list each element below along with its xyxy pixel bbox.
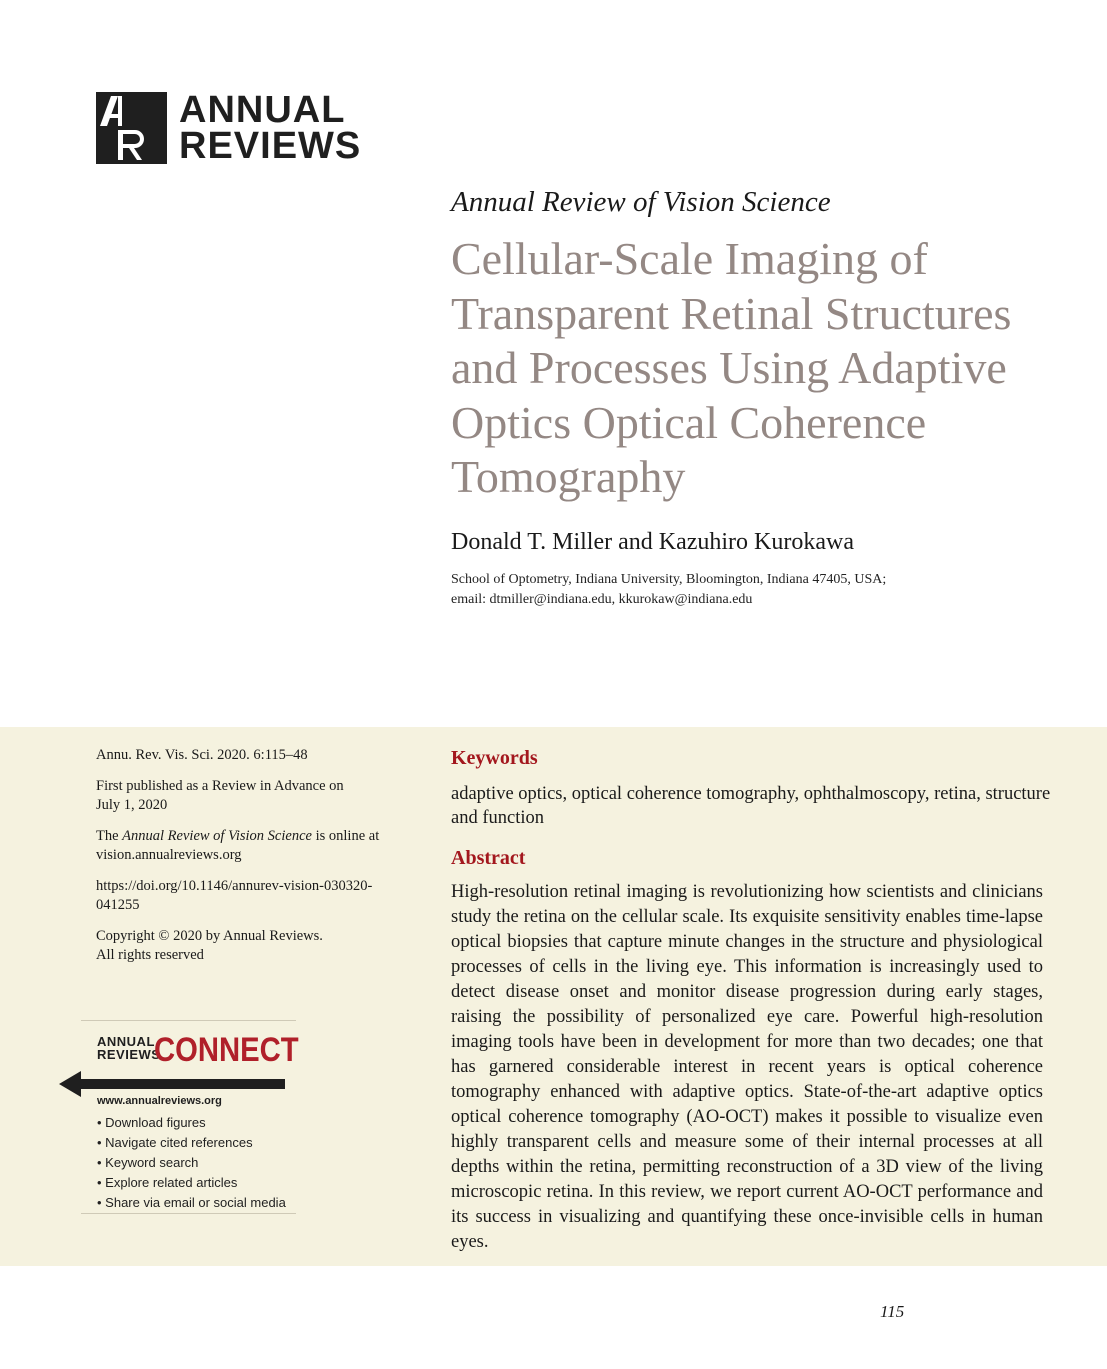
first-published-date: July 1, 2020 bbox=[96, 797, 168, 813]
abstract-heading: Abstract bbox=[451, 847, 526, 869]
affiliation bbox=[451, 570, 886, 610]
first-published bbox=[96, 777, 401, 815]
list-item: • Download figures bbox=[97, 1115, 206, 1130]
list-item: • Explore related articles bbox=[97, 1175, 238, 1190]
connect-small-reviews: REVIEWS bbox=[97, 1047, 161, 1062]
online-prefix: The bbox=[96, 828, 123, 844]
citation: Annu. Rev. Vis. Sci. 2020. 6:115–48 bbox=[96, 747, 308, 763]
authors: Donald T. Miller and Kazuhiro Kurokawa bbox=[451, 529, 854, 555]
annual-reviews-connect-box[interactable] bbox=[81, 1020, 299, 1214]
online-journal: Annual Review of Vision Science bbox=[122, 828, 312, 844]
page-number: 115 bbox=[880, 1302, 905, 1321]
journal-name: Annual Review of Vision Science bbox=[451, 186, 831, 218]
keywords-heading: Keywords bbox=[451, 747, 538, 769]
abstract-text: High-resolution retinal imaging is revolutionizing how scientists and clinicians study the retina on the cellular scale. Its exquisite sensitivity enables time-lapse optical biopsies that capture minute changes in the structure and physiological processes of cells in the living eye. This information is increasingly used to detect disease onset and monitor disease progression during early stages, raising the possibility of personalized eye care. Powerful high-resolution imaging tools have been in development for more than two decades; one that has garnered considerable interest in recent years is optical coherence tomography enhanced with adaptive optics. State-of-the-art adaptive optics optical coherence tomography (AO-OCT) makes it possible to visualize even highly transparent cells and measure some of their internal processes at all depths within the retina, permitting reconstruction of a 3D view of the living microscopic retina. In this review, we report current AO-OCT performance and its success in visualizing and quantifying these once-invisible cells in human eyes. bbox=[451, 882, 1043, 1252]
first-published-text: First published as a Review in Advance on bbox=[96, 778, 344, 794]
doi-part-2[interactable]: 041255 bbox=[96, 897, 140, 913]
connect-feature-list bbox=[97, 1113, 296, 1213]
logo-word-reviews: REVIEWS bbox=[179, 125, 362, 167]
list-item: • Keyword search bbox=[97, 1155, 199, 1170]
logo-word-annual: ANNUAL bbox=[179, 89, 346, 131]
online-suffix: is online at bbox=[311, 828, 380, 844]
annual-reviews-logo-mark bbox=[96, 92, 167, 164]
affiliation-line: School of Optometry, Indiana University, Bloomington, Indiana 47405, USA; bbox=[451, 572, 887, 587]
copyright-line: Copyright © 2020 by Annual Reviews. bbox=[96, 928, 323, 944]
rights-line: All rights reserved bbox=[96, 947, 204, 963]
connect-title: CONNECT bbox=[154, 1031, 299, 1069]
article-meta bbox=[96, 746, 401, 977]
annual-reviews-logo bbox=[96, 89, 362, 167]
keywords: adaptive optics, optical coherence tomography, ophthalmoscopy, retina, structure and function bbox=[451, 784, 1051, 828]
copyright bbox=[96, 927, 401, 965]
online-info bbox=[96, 827, 401, 865]
doi-link[interactable] bbox=[96, 877, 401, 915]
connect-small-logo bbox=[97, 1035, 160, 1061]
connect-url[interactable]: www.annualreviews.org bbox=[97, 1095, 222, 1107]
connect-small-annual: ANNUAL bbox=[97, 1034, 155, 1049]
article-title: Cellular-Scale Imaging of Transparent Retinal Structures and Processes Using Adaptive Optics Optical Coherence Tomography bbox=[451, 233, 1012, 502]
doi-part-1[interactable]: https://doi.org/10.1146/annurev-vision-030320- bbox=[96, 878, 373, 894]
arrow-left-icon bbox=[59, 1069, 287, 1099]
list-item: • Navigate cited references bbox=[97, 1135, 253, 1150]
connect-header bbox=[81, 1029, 299, 1085]
affiliation-email: email: dtmiller@indiana.edu, kkurokaw@indiana.edu bbox=[451, 592, 753, 607]
list-item: • Share via email or social media bbox=[97, 1195, 286, 1210]
online-url[interactable]: vision.annualreviews.org bbox=[96, 847, 242, 863]
